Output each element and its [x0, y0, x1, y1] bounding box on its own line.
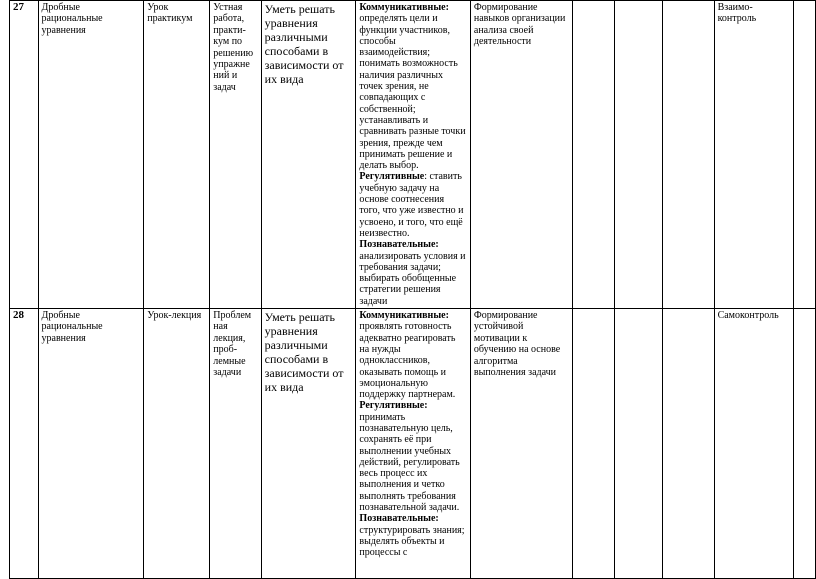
- empty-cell: [793, 1, 815, 309]
- table-row: [10, 309, 816, 579]
- subject-skill: Уметь решать уравнения различными способами в зависимости от их вида: [261, 309, 356, 579]
- empty-cell: [614, 309, 662, 579]
- activity-line: проб-: [213, 344, 238, 356]
- empty-cell: [573, 1, 614, 309]
- lesson-number: 27: [10, 1, 39, 309]
- communicative-text: определять цели и функции участников, способы взаимодействия; понимать возможность наличия различных точек зрения, не совпадающих с собственной; устанавливать и сравнивать разные точки зрения, прежде чем принимать решение и делать выбор.: [359, 13, 466, 172]
- communicative-label: Коммуникативные:: [359, 310, 449, 322]
- activity-line: работа,: [213, 13, 245, 25]
- regulatory-label: Регулятивные:: [359, 400, 428, 412]
- personal-results: Формирование устойчивой мотивации к обучению на основе алгоритма выполнения задачи: [470, 309, 573, 579]
- control-form: Самоконтроль: [714, 309, 793, 579]
- lesson-plan-table: [9, 0, 816, 579]
- regulatory-text: : ставить учебную задачу на основе соотнесения того, что уже известно и усвоено, и того, что ещё неизвестно.: [359, 171, 464, 239]
- activity-line: лекция,: [213, 332, 246, 344]
- activity-line: упражне: [213, 59, 250, 71]
- uud-cell: [356, 309, 470, 579]
- activity-line: задачи: [213, 367, 242, 379]
- empty-cell: [573, 309, 614, 579]
- lesson-type: Урок практикум: [144, 1, 210, 309]
- cognitive-label: Познавательные:: [359, 513, 439, 525]
- cognitive-text: анализировать условия и требования задачи; выбирать обобщенные стратегии решения задачи: [359, 250, 466, 307]
- activity-line: лемные: [213, 355, 246, 367]
- empty-cell: [793, 309, 815, 579]
- lesson-topic: Дробные рациональные уравнения: [38, 309, 144, 579]
- table-row: [10, 1, 816, 309]
- regulatory-text: принимать познавательную цель, сохранять её при выполнении учебных действий, регулировать весь процесс их выполнения и четко выполнять требования познавательной задачи.: [359, 411, 460, 514]
- activity-line: кум по: [213, 36, 243, 48]
- cognitive-text: структурировать знания; выделять объекты и процессы с: [359, 524, 465, 559]
- activity-line: практи-: [213, 24, 246, 36]
- personal-results: Формирование навыков организации анализа своей деятельности: [470, 1, 573, 309]
- lesson-type: Урок-лекция: [144, 309, 210, 579]
- uud-cell: [356, 1, 470, 309]
- activity-line: Проблем: [213, 310, 252, 322]
- cognitive-label: Познавательные:: [359, 239, 439, 251]
- activity-line: Устная: [213, 2, 243, 13]
- lesson-number: 28: [10, 309, 39, 579]
- communicative-text: проявлять готовность адекватно реагировать на нужды одноклассников, оказывать помощь и эмоциональную поддержку партнерам.: [359, 321, 456, 401]
- activity-line: задач: [213, 81, 236, 93]
- communicative-label: Коммуникативные:: [359, 2, 449, 13]
- regulatory-label: Регулятивные: [359, 171, 425, 183]
- activity-line: решению: [213, 47, 254, 59]
- lesson-topic: Дробные рациональные уравнения: [38, 1, 144, 309]
- empty-cell: [662, 309, 714, 579]
- control-form: Взаимо-контроль: [714, 1, 793, 309]
- activity-line: ний и: [213, 70, 238, 82]
- activity-line: ная: [213, 321, 228, 333]
- subject-skill: Уметь решать уравнения различными способами в зависимости от их вида: [261, 1, 356, 309]
- empty-cell: [662, 1, 714, 309]
- empty-cell: [614, 1, 662, 309]
- activity-forms: [210, 1, 261, 309]
- activity-forms: [210, 309, 261, 579]
